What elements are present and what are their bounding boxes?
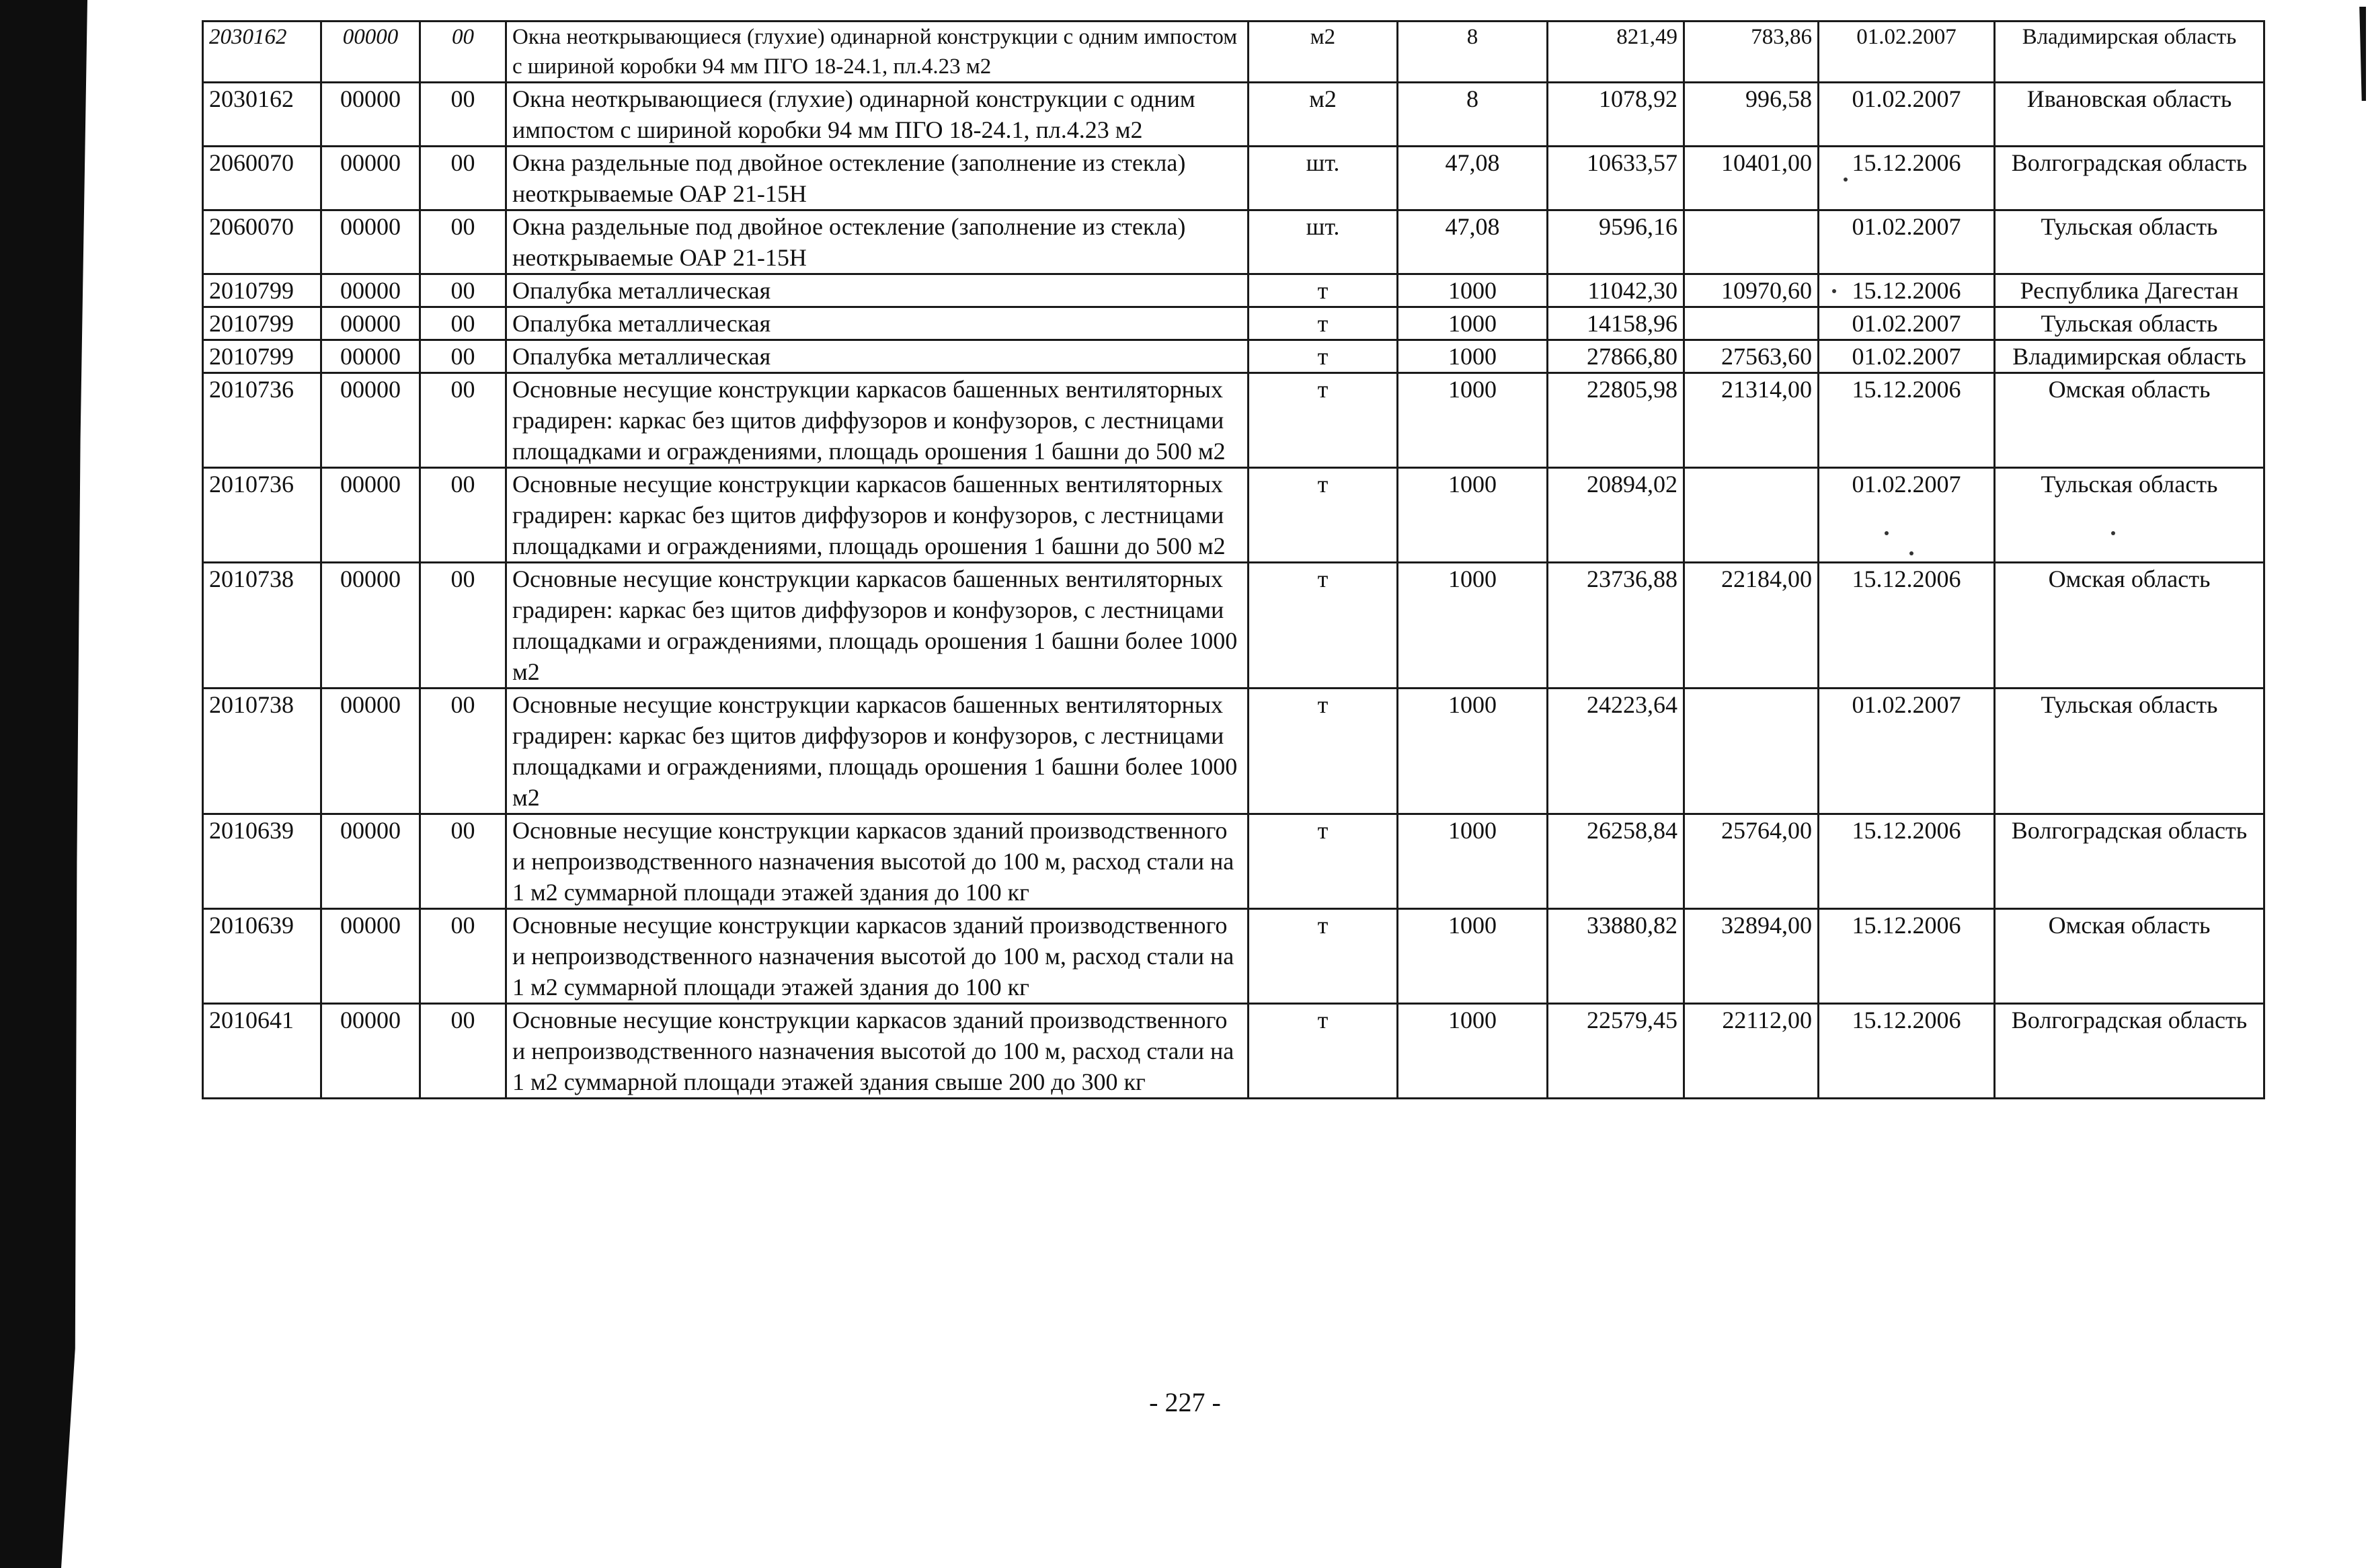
cell-description: Опалубка металлическая [506,307,1249,340]
cell-region: Омская область [1995,909,2264,1004]
cell-subcode: 00000 [321,563,420,689]
cell-date: 15.12.2006 [1819,909,1995,1004]
cell-quantity: 47,08 [1398,147,1548,210]
cell-code: 2010641 [203,1004,321,1099]
cell-subcode2: 00 [420,814,506,909]
table-row [203,563,2264,689]
cell-price-2: 22184,00 [1684,563,1819,689]
cell-price-2 [1684,689,1819,814]
cell-date: 15.12.2006 [1819,147,1995,210]
cell-subcode2: 00 [420,1004,506,1099]
cell-unit: т [1249,1004,1398,1099]
scan-mark-right [2357,7,2366,101]
cell-price-2: 10970,60 [1684,274,1819,307]
cell-subcode2: 00 [420,274,506,307]
cell-code: 2010799 [203,340,321,373]
cell-date: 01.02.2007 [1819,210,1995,274]
cell-region: Волгоградская область [1995,1004,2264,1099]
cell-code: 2010736 [203,373,321,468]
cell-subcode: 00000 [321,22,420,83]
cell-price-1: 821,49 [1548,22,1684,83]
cell-region: Республика Дагестан [1995,274,2264,307]
cell-quantity: 1000 [1398,909,1548,1004]
cell-quantity: 1000 [1398,689,1548,814]
cell-description: Основные несущие конструкции каркасов зданий производственного и непроизводственного назначения высотой до 100 м, расход стали на 1 м2 суммарной площади этажей здания до 100 кг [506,814,1249,909]
cell-region: Волгоградская область [1995,814,2264,909]
table-row [203,147,2264,210]
cell-subcode2: 00 [420,563,506,689]
cell-unit: шт. [1249,210,1398,274]
scan-speck [1885,531,1889,535]
cell-subcode2: 00 [420,147,506,210]
cell-description: Основные несущие конструкции каркасов башенных вентиляторных градирен: каркас без щитов диффузоров и конфузоров, с лестницами площадками и ограждениями, площадь орошения 1 башни до 500 м2 [506,373,1249,468]
cell-subcode2: 00 [420,83,506,147]
scan-shadow-left [0,0,87,1568]
cell-description: Основные несущие конструкции каркасов зданий производственного и непроизводственного назначения высотой до 100 м, расход стали на 1 м2 суммарной площади этажей здания до 100 кг [506,909,1249,1004]
cell-unit: т [1249,373,1398,468]
cell-price-1: 33880,82 [1548,909,1684,1004]
cell-subcode2: 00 [420,22,506,83]
cell-region: Тульская область [1995,689,2264,814]
cell-price-1: 22579,45 [1548,1004,1684,1099]
cell-price-1: 22805,98 [1548,373,1684,468]
cell-subcode: 00000 [321,340,420,373]
cell-price-1: 1078,92 [1548,83,1684,147]
cell-subcode: 00000 [321,147,420,210]
cell-quantity: 1000 [1398,468,1548,563]
table-row [203,307,2264,340]
cell-subcode: 00000 [321,307,420,340]
cell-unit: т [1249,909,1398,1004]
cell-description: Основные несущие конструкции каркасов башенных вентиляторных градирен: каркас без щитов диффузоров и конфузоров, с лестницами площадками и ограждениями, площадь орошения 1 башни более 1000 м2 [506,689,1249,814]
cell-description: Окна раздельные под двойное остекление (заполнение из стекла) неоткрываемые ОАР 21-15Н [506,147,1249,210]
cell-code: 2010639 [203,909,321,1004]
cell-date: 15.12.2006 [1819,1004,1995,1099]
cell-code: 2010738 [203,563,321,689]
cell-code: 2060070 [203,210,321,274]
cell-subcode2: 00 [420,373,506,468]
cell-code: 2030162 [203,83,321,147]
cell-price-1: 9596,16 [1548,210,1684,274]
cell-unit: т [1249,563,1398,689]
cell-subcode: 00000 [321,1004,420,1099]
table-body [203,22,2264,1099]
table-row [203,689,2264,814]
table-row [203,814,2264,909]
cell-code: 2030162 [203,22,321,83]
cell-subcode2: 00 [420,909,506,1004]
table-row [203,373,2264,468]
cell-quantity: 1000 [1398,814,1548,909]
cell-description: Основные несущие конструкции каркасов башенных вентиляторных градирен: каркас без щитов диффузоров и конфузоров, с лестницами площадками и ограждениями, площадь орошения 1 башни до 500 м2 [506,468,1249,563]
table-row [203,274,2264,307]
cell-region: Тульская область [1995,307,2264,340]
cell-unit: т [1249,340,1398,373]
cell-subcode2: 00 [420,689,506,814]
cell-description: Основные несущие конструкции каркасов зданий производственного и непроизводственного назначения высотой до 100 м, расход стали на 1 м2 суммарной площади этажей здания свыше 200 до 300 кг [506,1004,1249,1099]
scan-speck [1832,289,1836,293]
cell-quantity: 1000 [1398,340,1548,373]
cell-code: 2010799 [203,307,321,340]
cell-date: 15.12.2006 [1819,814,1995,909]
cell-subcode: 00000 [321,814,420,909]
table-row [203,83,2264,147]
cell-price-2: 25764,00 [1684,814,1819,909]
cell-price-2: 21314,00 [1684,373,1819,468]
cell-subcode: 00000 [321,210,420,274]
cell-unit: т [1249,814,1398,909]
cell-date: 01.02.2007 [1819,340,1995,373]
cell-price-2: 32894,00 [1684,909,1819,1004]
cell-quantity: 1000 [1398,373,1548,468]
cell-subcode: 00000 [321,909,420,1004]
cell-unit: м2 [1249,83,1398,147]
cell-subcode: 00000 [321,468,420,563]
cell-quantity: 47,08 [1398,210,1548,274]
cell-subcode2: 00 [420,340,506,373]
cell-unit: т [1249,689,1398,814]
cell-quantity: 1000 [1398,274,1548,307]
cell-region: Тульская область [1995,210,2264,274]
cell-price-1: 26258,84 [1548,814,1684,909]
cell-subcode: 00000 [321,689,420,814]
cell-price-2: 10401,00 [1684,147,1819,210]
cell-price-2 [1684,210,1819,274]
cell-description: Окна раздельные под двойное остекление (заполнение из стекла) неоткрываемые ОАР 21-15Н [506,210,1249,274]
cell-quantity: 1000 [1398,1004,1548,1099]
cell-code: 2010799 [203,274,321,307]
cell-date: 15.12.2006 [1819,373,1995,468]
cell-unit: т [1249,274,1398,307]
cell-quantity: 1000 [1398,563,1548,689]
cell-date: 01.02.2007 [1819,689,1995,814]
cell-price-1: 27866,80 [1548,340,1684,373]
cell-date: 15.12.2006 [1819,274,1995,307]
cell-code: 2010738 [203,689,321,814]
cell-quantity: 8 [1398,83,1548,147]
cell-region: Тульская область [1995,468,2264,563]
cell-subcode: 00000 [321,83,420,147]
cell-date: 01.02.2007 [1819,307,1995,340]
table-row [203,468,2264,563]
cell-price-1: 23736,88 [1548,563,1684,689]
price-table [202,20,2265,1099]
cell-date: 01.02.2007 [1819,83,1995,147]
scan-speck [1909,551,1913,555]
cell-price-1: 24223,64 [1548,689,1684,814]
table-row [203,22,2264,83]
cell-price-1: 20894,02 [1548,468,1684,563]
cell-region: Омская область [1995,563,2264,689]
cell-region: Владимирская область [1995,22,2264,83]
scan-speck [2111,531,2115,535]
cell-date: 15.12.2006 [1819,563,1995,689]
cell-price-2 [1684,468,1819,563]
table-row [203,1004,2264,1099]
cell-code: 2010639 [203,814,321,909]
cell-code: 2060070 [203,147,321,210]
cell-region: Ивановская область [1995,83,2264,147]
cell-unit: м2 [1249,22,1398,83]
cell-description: Опалубка металлическая [506,340,1249,373]
page-number: - 227 - [1149,1387,1221,1417]
table-row [203,909,2264,1004]
cell-unit: т [1249,307,1398,340]
scan-speck [1844,178,1848,182]
table-row [203,210,2264,274]
cell-price-1: 10633,57 [1548,147,1684,210]
cell-region: Владимирская область [1995,340,2264,373]
cell-unit: т [1249,468,1398,563]
cell-description: Опалубка металлическая [506,274,1249,307]
cell-price-2: 22112,00 [1684,1004,1819,1099]
cell-date: 01.02.2007 [1819,22,1995,83]
cell-price-1: 14158,96 [1548,307,1684,340]
cell-region: Волгоградская область [1995,147,2264,210]
cell-subcode: 00000 [321,373,420,468]
cell-subcode2: 00 [420,307,506,340]
price-table-container [202,20,2263,1099]
cell-description: Окна неоткрывающиеся (глухие) одинарной конструкции с одним импостом с шириной коробки 94 мм ПГО 18-24.1, пл.4.23 м2 [506,83,1249,147]
cell-quantity: 1000 [1398,307,1548,340]
cell-subcode2: 00 [420,210,506,274]
cell-unit: шт. [1249,147,1398,210]
cell-price-2 [1684,307,1819,340]
table-row [203,340,2264,373]
cell-description: Окна неоткрывающиеся (глухие) одинарной конструкции с одним импостом с шириной коробки 94 мм ПГО 18-24.1, пл.4.23 м2 [506,22,1249,83]
cell-description: Основные несущие конструкции каркасов башенных вентиляторных градирен: каркас без щитов диффузоров и конфузоров, с лестницами площадками и ограждениями, площадь орошения 1 башни более 1000 м2 [506,563,1249,689]
cell-date: 01.02.2007 [1819,468,1995,563]
cell-price-2: 27563,60 [1684,340,1819,373]
cell-quantity: 8 [1398,22,1548,83]
cell-price-2: 996,58 [1684,83,1819,147]
cell-price-1: 11042,30 [1548,274,1684,307]
cell-region: Омская область [1995,373,2264,468]
cell-code: 2010736 [203,468,321,563]
cell-subcode2: 00 [420,468,506,563]
cell-subcode: 00000 [321,274,420,307]
cell-price-2: 783,86 [1684,22,1819,83]
